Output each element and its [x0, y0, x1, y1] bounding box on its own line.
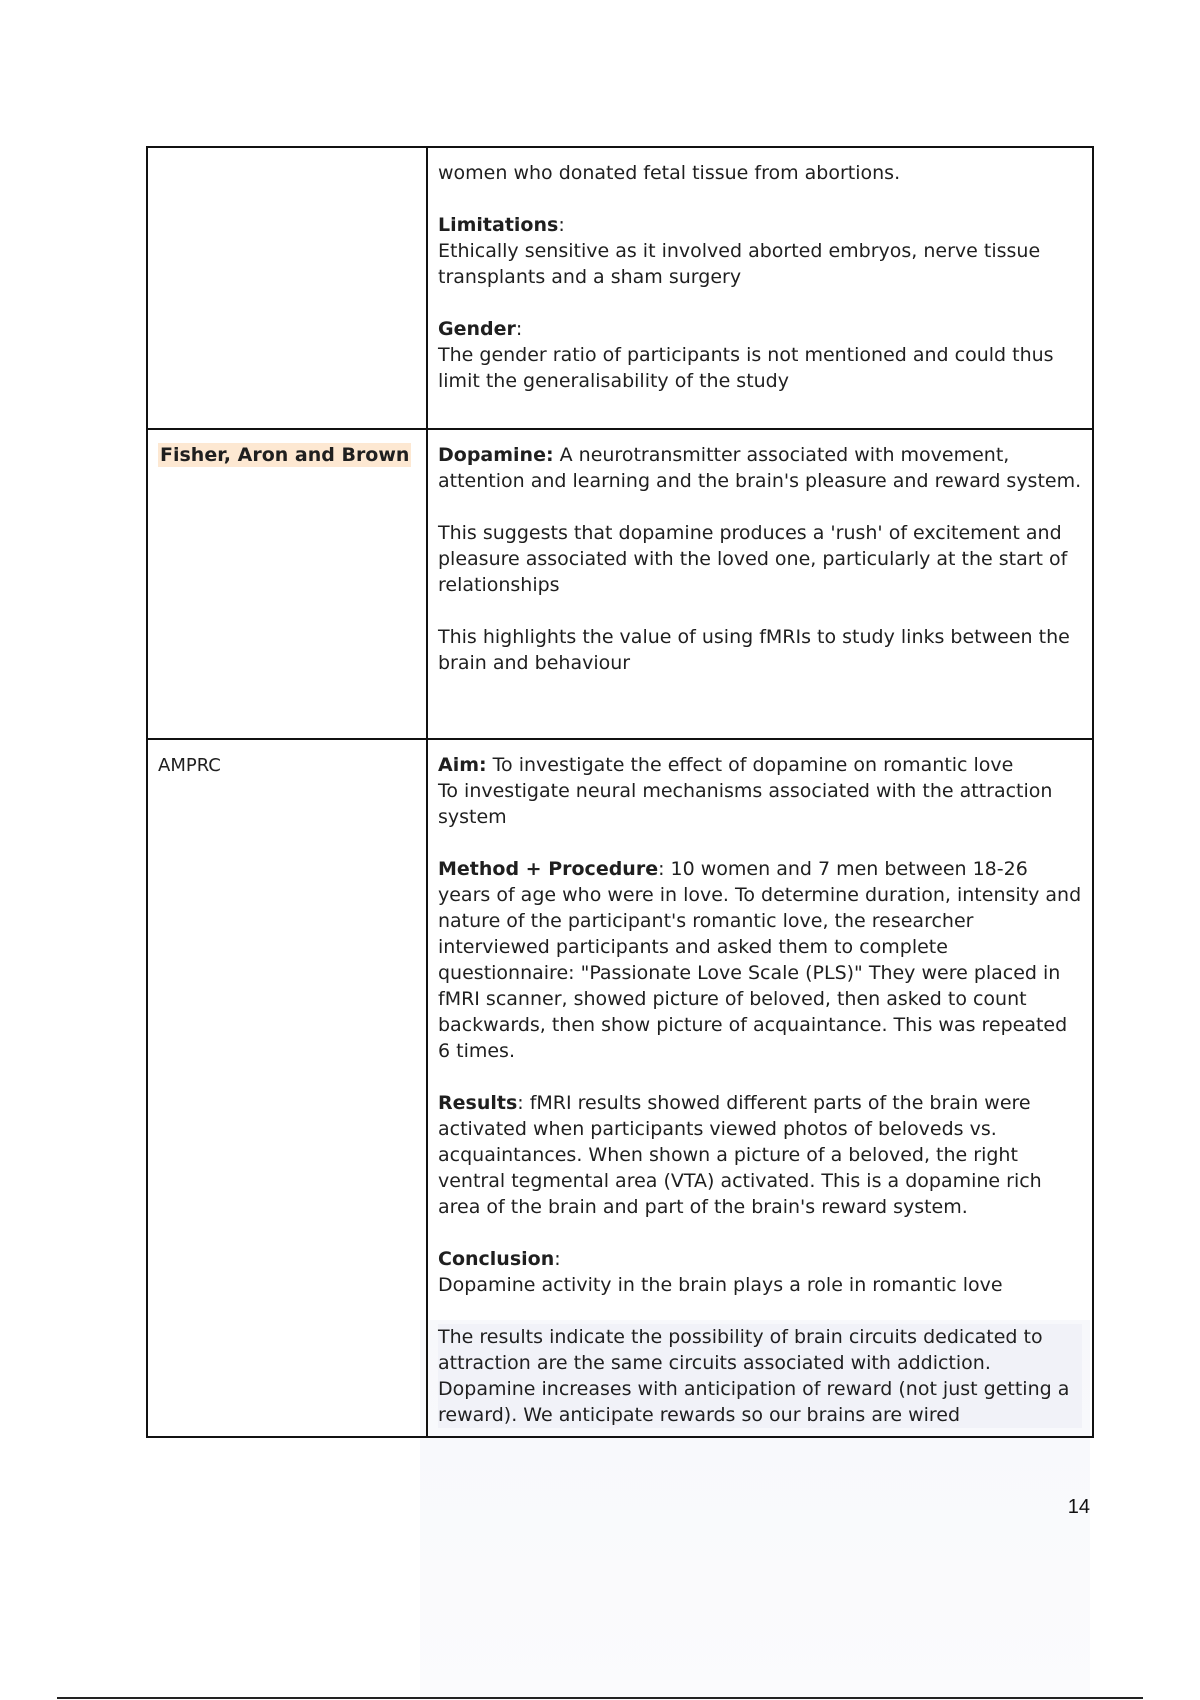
results-heading: Results — [438, 1092, 518, 1114]
aim-text: To investigate the effect of dopamine on romantic love — [486, 754, 1014, 776]
aim-block — [438, 752, 1082, 830]
notes-table — [146, 146, 1094, 1438]
row2-right-cell — [427, 429, 1093, 739]
row2-left-cell — [147, 429, 427, 739]
aim-heading: Aim: — [438, 754, 487, 776]
gender-block — [438, 316, 1082, 394]
dopamine-block — [438, 442, 1082, 494]
row1-right-cell — [427, 147, 1093, 429]
gender-colon: : — [515, 318, 523, 340]
fmri-value-paragraph: This highlights the value of using fMRIs to study links between the brain and behaviour — [438, 626, 1070, 674]
footer-divider — [57, 1697, 1143, 1699]
gender-text: The gender ratio of participants is not mentioned and could thus limit the generalisability of the study — [438, 344, 1054, 392]
addiction-paragraph: The results indicate the possibility of brain circuits dedicated to attraction are the same circuits associated with addiction. Dopamine increases with anticipation of reward (not just getting a reward). We anticipate rewards so our brains are wired — [438, 1324, 1082, 1428]
gender-heading: Gender — [438, 318, 516, 340]
dopamine-rush-paragraph: This suggests that dopamine produces a 'rush' of excitement and pleasure associated with the loved one, particularly at the start of relationships — [438, 522, 1068, 596]
study-label: AMPRC — [158, 755, 221, 776]
aim-text-secondary: To investigate neural mechanisms associated with the attraction system — [438, 780, 1053, 828]
dopamine-heading: Dopamine: — [438, 444, 554, 466]
page-number: 14 — [1067, 1496, 1090, 1518]
results-text: : fMRI results showed different parts of the brain were activated when participants viewed photos of beloveds vs. acquaintances. When shown a picture of a beloved, the right ventral tegmental area (VTA) activated. This is a dopamine rich area of the brain and part of the brain's reward system. — [438, 1092, 1042, 1218]
gender-heading-line — [438, 318, 522, 340]
table-row — [147, 739, 1093, 1437]
dopamine-text: A neurotransmitter associated with movement, attention and learning and the brain's pleasure and reward system. — [438, 444, 1082, 492]
limitations-heading: Limitations — [438, 214, 559, 236]
study-authors-label: Fisher, Aron and Brown — [160, 444, 410, 466]
limitations-block — [438, 212, 1082, 290]
table-row — [147, 429, 1093, 739]
limitations-colon: : — [558, 214, 565, 236]
row3-right-cell — [427, 739, 1093, 1437]
results-block — [438, 1090, 1082, 1220]
table-row — [147, 147, 1093, 429]
conclusion-block — [438, 1246, 1082, 1298]
limitations-text: Ethically sensitive as it involved aborted embryos, nerve tissue transplants and a sham surgery — [438, 240, 1041, 288]
conclusion-heading: Conclusion — [438, 1248, 555, 1270]
row3-left-cell — [147, 739, 427, 1437]
conclusion-colon: : — [554, 1248, 561, 1270]
conclusion-text: Dopamine activity in the brain plays a role in romantic love — [438, 1274, 1003, 1296]
row1-intro: women who donated fetal tissue from abortions. — [438, 162, 901, 184]
method-heading: Method + Procedure — [438, 858, 659, 880]
limitations-heading-line — [438, 214, 565, 236]
method-text: : 10 women and 7 men between 18-26 years of age who were in love. To determine duration, intensity and nature of the participant's romantic love, the researcher interviewed participants and asked them to complete questionnaire: "Passionate Love Scale (PLS)" They were placed in fMRI scanner, showed picture of beloved, then asked to count backwards, then show picture of acquaintance. This was repeated 6 times. — [438, 858, 1082, 1062]
conclusion-heading-line — [438, 1248, 561, 1270]
method-block — [438, 856, 1082, 1064]
row1-left-cell — [147, 147, 427, 429]
